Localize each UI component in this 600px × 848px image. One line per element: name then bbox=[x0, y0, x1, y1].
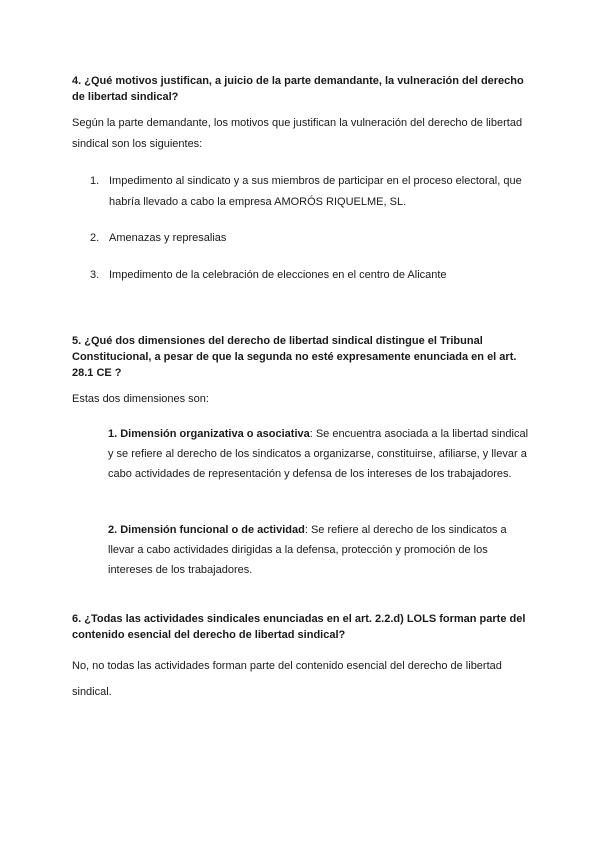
question-4-intro: Según la parte demandante, los motivos que justifican la vulneración del derecho de libertad sindical son los siguientes: bbox=[72, 117, 523, 150]
question-5-heading: 5. ¿Qué dos dimensiones del derecho de libertad sindical distingue el Tribunal Constitucional, a pesar de que la segunda no esté expresamente enunciada en el art. 28.1 CE ? bbox=[72, 335, 517, 379]
list-text: Impedimento de la celebración de elecciones en el centro de Alicante bbox=[109, 269, 447, 281]
dimension-text: : Se encuentra asociada a la libertad sindical y se refiere al derecho de los sindicatos a organizarse, constituirse, afiliarse, y llevar a cabo actividades de representación y defensa de los intereses de los trabajadores. bbox=[108, 428, 529, 480]
question-4-heading: 4. ¿Qué motivos justifican, a juicio de la parte demandante, la vulneración del derecho de libertad sindical? bbox=[72, 75, 524, 103]
list-text: Impedimento al sindicato y a sus miembros de participar en el proceso electoral, que habría llevado a cabo la empresa AMORÓS RIQUELME, SL. bbox=[109, 175, 522, 208]
list-item bbox=[90, 265, 530, 286]
list-number: 3. bbox=[90, 269, 100, 281]
question-6-heading: 6. ¿Todas las actividades sindicales enunciadas en el art. 2.2.d) LOLS forman parte del contenido esencial del derecho de libertad sindical? bbox=[72, 613, 526, 641]
dimension-title: 1. Dimensión organizativa o asociativa bbox=[108, 428, 310, 440]
list-number: 1. bbox=[90, 175, 100, 187]
dimension-item bbox=[108, 520, 530, 580]
list-number: 2. bbox=[90, 232, 100, 244]
question-6-answer: No, no todas las actividades forman parte del contenido esencial del derecho de libertad sindical. bbox=[72, 660, 502, 698]
dimension-item bbox=[108, 424, 530, 484]
dimension-title: 2. Dimensión funcional o de actividad bbox=[108, 524, 305, 536]
question-5-intro: Estas dos dimensiones son: bbox=[72, 393, 209, 405]
list-text: Amenazas y represalias bbox=[109, 232, 227, 244]
list-item bbox=[90, 171, 530, 213]
dimension-text: : Se refiere al derecho de los sindicatos a llevar a cabo actividades dirigidas a la defensa, protección y promoción de los intereses de los trabajadores. bbox=[108, 524, 507, 576]
list-item bbox=[90, 228, 530, 249]
